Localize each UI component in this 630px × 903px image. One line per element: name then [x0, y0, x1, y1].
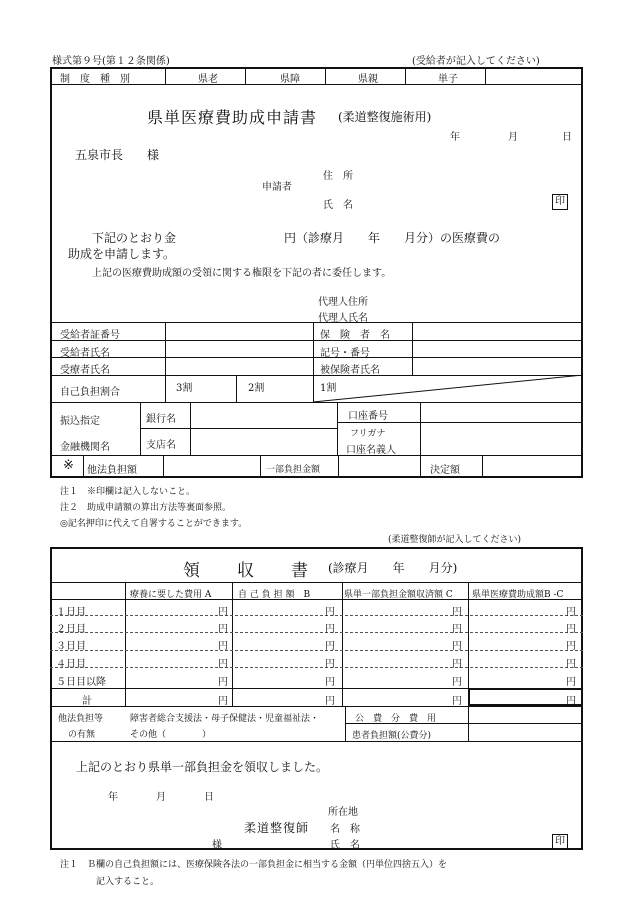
cert-no-label: 受給者証番号 [60, 330, 120, 341]
name-label: 氏 名 [323, 200, 353, 211]
form-title: 県単医療費助成申請書 [147, 108, 318, 127]
yen-mark: 円 [218, 641, 228, 652]
col-bc: 県単医療費助成額B -C [472, 590, 564, 600]
patient-name-label: 受療者氏名 [60, 365, 110, 376]
yen-mark: 円 [325, 677, 335, 688]
date-month: 月 [508, 132, 518, 143]
yen-mark: 円 [566, 607, 576, 618]
therapist-name-label: 名 称 [330, 824, 360, 835]
therapist-note: (柔道整復師が記入してください) [388, 535, 522, 545]
recipient-name-label: 受給者氏名 [60, 348, 110, 359]
yen-mark: 円 [218, 624, 228, 635]
request-line1-a: 下記のとおり金 [92, 231, 177, 245]
received-text: 上記のとおり県単一部負担金を領収しました。 [76, 760, 329, 774]
col-b: 自 己 負 担 額 B [238, 590, 311, 600]
system-tanshi: 単子 [438, 74, 458, 85]
yen-mark: 円 [325, 624, 335, 635]
yen-mark: 円 [325, 607, 335, 618]
receipt-seal: 印 [552, 834, 568, 850]
form-title-sub: (柔道整復施術用) [338, 110, 432, 124]
symbol-no-label: 記号・番号 [320, 348, 370, 359]
yen-mark: 円 [452, 641, 462, 652]
other-label1: 他法負担等 [58, 714, 104, 724]
system-kenshin: 県親 [358, 74, 378, 85]
account-no-label: 口座番号 [348, 411, 388, 422]
decided-label: 決定額 [430, 465, 460, 476]
yen-mark: 円 [452, 607, 462, 618]
row-day5plus: ５日目以降 [56, 677, 106, 688]
yen-mark: 円 [218, 659, 228, 670]
ratio-1: 1割 [320, 383, 337, 394]
branch-name-label: 支店名 [146, 440, 176, 451]
bank-label1: 振込指定 [60, 416, 100, 427]
location-label: 所在地 [328, 807, 358, 818]
yen-mark: 円 [452, 624, 462, 635]
agent-name: 代理人氏名 [318, 313, 368, 324]
col-a: 療養に要した費用 A [130, 590, 212, 600]
bank-name-label: 銀行名 [146, 414, 176, 425]
applicant-label: 申請者 [262, 182, 292, 193]
system-kenrou: 県老 [198, 74, 218, 85]
agent-address: 代理人住所 [318, 297, 368, 308]
yen-mark: 円 [325, 641, 335, 652]
system-label: 制 度 種 別 [60, 74, 130, 85]
request-line2: 助成を申請します。 [68, 247, 176, 261]
other-label2: の有無 [68, 730, 96, 740]
office-mark: ※ [63, 458, 74, 473]
shimei-label: 氏 名 [330, 840, 360, 851]
other-laws2: その他（ ） [130, 730, 212, 740]
insured-name-label: 被保険者氏名 [320, 365, 380, 376]
yen-mark: 円 [325, 696, 335, 707]
seal-stamp: 印 [552, 194, 568, 210]
address-label: 住 所 [323, 171, 353, 182]
row-day3: ３日目 [56, 641, 86, 652]
yen-mark: 円 [566, 677, 576, 688]
date-day: 日 [562, 132, 572, 143]
receipt-date: 年 月 日 [108, 792, 216, 803]
note-3: ◎記名押印に代えて自署することができます。 [60, 519, 248, 529]
request-line3: 上記の医療費助成額の受領に関する権限を下記の者に委任します。 [92, 268, 392, 279]
copay-ratio-label: 自己負担割合 [60, 387, 120, 398]
ratio-2: 2割 [248, 383, 265, 394]
furigana-label: フリガナ [350, 429, 386, 439]
yen-mark: 円 [566, 659, 576, 670]
yen-mark: 円 [325, 659, 335, 670]
ratio-3: 3割 [176, 383, 193, 394]
row-day1: １日目 [56, 607, 86, 618]
yen-mark: 円 [566, 696, 576, 707]
receipt-period: (診療月 年 月分) [328, 561, 458, 575]
account-holder-label: 口座名義人 [346, 445, 396, 456]
ratio-diagonal [313, 375, 583, 402]
public-cost: 公 費 分 費 用 [355, 714, 437, 724]
note-2: 注２ 助成申請額の算出方法等裏面参照。 [60, 503, 232, 513]
note-1: 注１ ※印欄は記入しないこと。 [60, 487, 196, 497]
request-line1-b: 円（診療月 年 月分）の医療費の [284, 231, 501, 245]
insurer-label: 保 険 者 名 [320, 330, 390, 341]
yen-mark: 円 [218, 677, 228, 688]
sama-label: 様 [212, 840, 222, 851]
row-day2: ２日目 [56, 624, 86, 635]
therapist-label: 柔道整復師 [244, 821, 310, 835]
yen-mark: 円 [218, 696, 228, 707]
other-laws1: 障害者総合支援法・母子保健法・児童福祉法・ [130, 714, 320, 724]
yen-mark: 円 [218, 607, 228, 618]
yen-mark: 円 [452, 677, 462, 688]
date-year: 年 [450, 132, 460, 143]
row-total: 計 [82, 696, 92, 707]
partial-label: 一部負担金額 [266, 465, 321, 475]
col-c: 県単一部負担金額収済額 C [344, 590, 453, 600]
system-kenshou: 県障 [280, 74, 300, 85]
yen-mark: 円 [452, 696, 462, 707]
other-law-label: 他法負担額 [87, 465, 137, 476]
recipient-note: (受給者が記入してください) [412, 56, 540, 67]
patient-share: 患者負担額(公費分) [352, 731, 432, 741]
footer-note2: 記入すること。 [96, 877, 160, 887]
addressee: 五泉市長 様 [75, 148, 160, 162]
yen-mark: 円 [452, 659, 462, 670]
form-number: 様式第９号(第１２条関係) [52, 56, 170, 67]
receipt-title: 領 収 書 [183, 561, 318, 581]
bank-label2: 金融機関名 [60, 442, 110, 453]
row-day4: ４日目 [56, 659, 86, 670]
yen-mark: 円 [566, 641, 576, 652]
yen-mark: 円 [566, 624, 576, 635]
footer-note1: 注１ Ｂ欄の自己負担額には、医療保険各法の一部負担金に相当する金額（円単位四捨五入）を [60, 860, 448, 870]
